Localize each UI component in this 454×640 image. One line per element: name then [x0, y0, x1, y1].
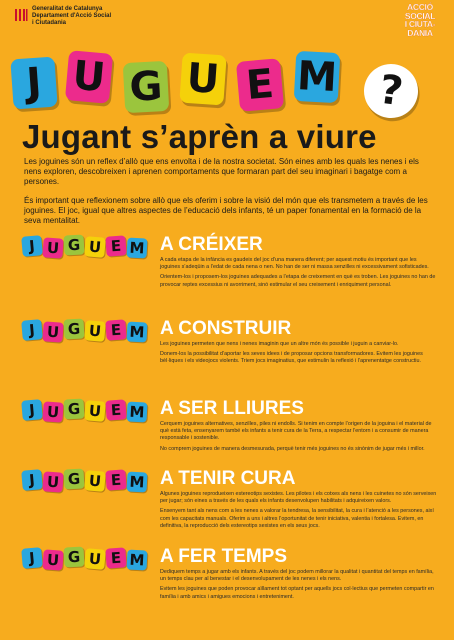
section-word-blocks [22, 236, 150, 256]
section-paragraph: Cerquem joguines alternatives, senzilles, piles ni endolls. Si tenim en compte l’origen de la joguina i el material de què està feta, ensenyarem també els infants a tenir cura de la Terra, a respectar l’entorn i a consumir de manera responsable i sostenible. [160, 421, 432, 442]
section-body [160, 569, 438, 604]
word-letter-block: G [63, 234, 84, 255]
title-letter-block: U [65, 50, 113, 104]
section-paragraph: Algunes joguines reprodueixen estereotips sexistes. Les pilotes i els cotxes als nens i les cuinetes no són serveixen per jugar; són eines a través de les quals els infants desenvolupen habilitats i adquireixen valors. [160, 491, 437, 505]
section-word-blocks [22, 470, 150, 490]
org-line: Departament d'Acció Social [32, 13, 112, 19]
title-letter-block: E [236, 58, 284, 112]
word-letter-block: M [126, 237, 147, 258]
subtitle: Jugant s’aprèn a viure [22, 118, 377, 155]
section-word-blocks [22, 548, 150, 568]
intro-paragraph: Les joguines són un reflex d’allò que ens envolta i de la nostra societat. Són eines amb les quals les nenes i els nens exploren, descobreixen i aprenen comportaments que formaran part del seu imaginari i bagatge com a persones. [24, 157, 419, 186]
title-blocks [12, 52, 432, 122]
section-body [160, 421, 438, 456]
word-letter-block: J [21, 399, 43, 421]
section-paragraph: Ensenyem tant als nens com a les nenes a valorar la tendresa, la sensibilitat, la cura i l’atenció a les persones, així com les capacitats manuals. Oferim a uns i altres l’oportunitat de tenir iniciativa, valentia i fortalesa. Evitem, en definitiva, la reproducció dels estereotips sexistes en els seus jocs. [160, 508, 434, 529]
accio-social-logo [396, 3, 444, 39]
generalitat-logo-icon [14, 8, 28, 22]
org-line: i Ciutadania [32, 20, 67, 26]
word-letter-block: U [42, 237, 63, 258]
org-line: Generalitat de Catalunya [32, 6, 103, 12]
word-letter-block: J [21, 235, 43, 257]
section-title: A SER LLIURES [160, 398, 304, 419]
word-letter-block: M [126, 471, 147, 492]
word-letter-block: U [42, 471, 63, 492]
word-letter-block: U [42, 549, 63, 570]
word-letter-block: U [84, 320, 106, 342]
brand-line: ACCIÓ [407, 2, 433, 12]
brand-line: SOCIAL [404, 10, 436, 21]
organization-name [32, 6, 111, 27]
title-letter-block: M [294, 51, 341, 103]
title-letter-block: U [179, 53, 226, 106]
section-title: A TENIR CURA [160, 468, 296, 489]
title-letter-block: J [10, 57, 57, 110]
section-body [160, 491, 438, 533]
section-paragraph: No comprem joguines de manera desmesurada, perquè tenir més joguines no és sinònim de jugar més i millor. [160, 445, 425, 452]
section-paragraph: Dediquem temps a jugar amb els infants. A través del joc podem millorar la qualitat i quantitat del temps en família, un temps clau per al benestar i el desenvolupament de les nenes i els nens. [160, 569, 434, 583]
section-title: A CONSTRUIR [160, 318, 292, 339]
word-letter-block: J [21, 319, 43, 341]
word-letter-block: E [105, 399, 126, 420]
section-paragraph: Orientem-los i proposem-los joguines adequades a l’etapa de creixement en què es troben. Les joguines no han de provocar reptes excessius ni avorriment, sinó estimular el seu creixement i enriquiment personal. [160, 274, 436, 288]
title-letter-block: ? [361, 61, 422, 122]
word-letter-block: G [63, 546, 84, 567]
word-letter-block: U [84, 470, 106, 492]
word-letter-block: G [63, 318, 84, 339]
word-letter-block: J [21, 469, 43, 491]
word-letter-block: E [105, 469, 126, 490]
title-letter-block: G [123, 61, 170, 113]
section-paragraph: Donem-los la possibilitat d’aportar les seves idees i de proposar opcions transformadores. Evitem les joguines bèl·liques i els videojocs violents. Triem jocs imaginatius, que estimulin la reflexió i l’aprenentatge constructiu. [160, 351, 423, 365]
word-letter-block: E [105, 319, 126, 340]
section-word-blocks [22, 320, 150, 340]
word-letter-block: M [126, 321, 147, 342]
intro-paragraph: És important que reflexionem sobre allò que els oferim i sobre la visió del món que els transmetem a través de les joguines. El joc, igual que altres aspectes de l’educació dels infants, té un paper fonamental en la formació de la seva mentalitat. [24, 196, 428, 225]
brand-line: DANIA [407, 27, 433, 38]
section-paragraph: Les joguines permeten que nens i nenes imaginin que un altre món és possible i juguin a canviar-lo. [160, 341, 399, 347]
section-title: A FER TEMPS [160, 546, 288, 567]
word-letter-block: G [63, 398, 84, 419]
header [0, 0, 454, 38]
section-title: A CRÉIXER [160, 234, 263, 255]
word-letter-block: E [105, 547, 126, 568]
section-paragraph: A cada etapa de la infància es gaudeix del joc d’una manera diferent; per aquest motiu és important que les joguines s’adeqüin a l’edat de cada nena o nen. No han de ser ni massa senzilles ni excessivament sofisticades. [160, 257, 429, 271]
word-letter-block: U [84, 548, 106, 570]
word-letter-block: U [84, 236, 106, 258]
word-letter-block: M [126, 401, 147, 422]
section-paragraph: Evitem les joguines que poden provocar aïllament tot optant per aquells jocs col·lectius que permeten compartir en família i amb amics i amigues emocions i entreteniment. [160, 586, 434, 600]
section-body [160, 257, 438, 292]
word-letter-block: U [42, 321, 63, 342]
section-body [160, 341, 438, 369]
section-word-blocks [22, 400, 150, 420]
word-letter-block: M [126, 549, 147, 570]
brand-line: I CIUTA- [404, 19, 436, 29]
word-letter-block: J [21, 547, 43, 569]
word-letter-block: U [42, 401, 63, 422]
word-letter-block: G [63, 468, 84, 489]
word-letter-block: E [105, 235, 126, 256]
word-letter-block: U [84, 400, 106, 422]
